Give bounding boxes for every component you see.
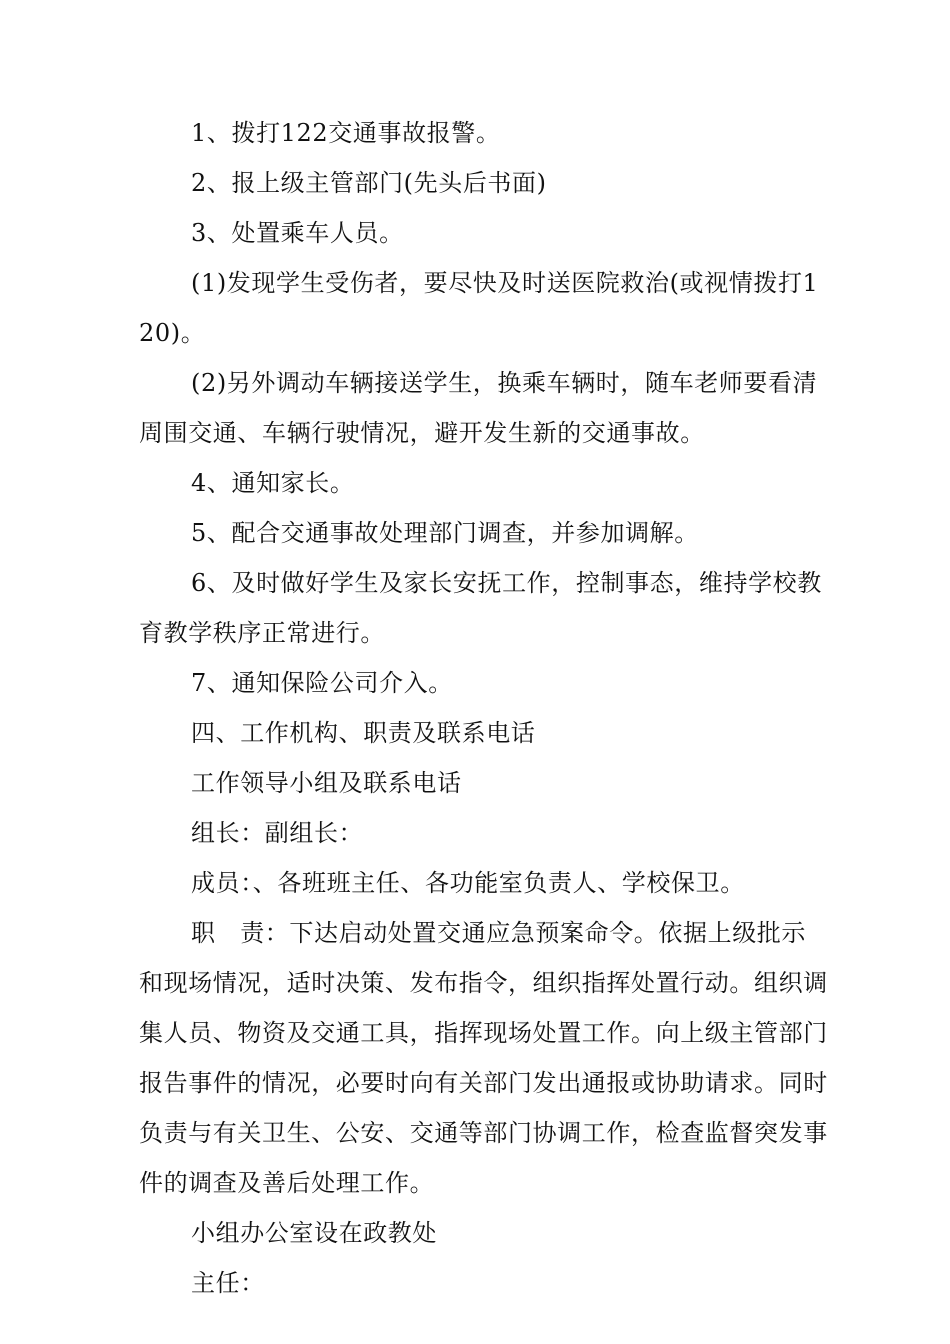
paragraph-step-3: 3、处置乘车人员。 xyxy=(191,219,404,247)
paragraph-step-7: 7、通知保险公司介入。 xyxy=(191,669,453,697)
paragraph-step-4: 4、通知家长。 xyxy=(191,469,355,497)
paragraph-step-3-1: (1)发现学生受伤者，要尽快及时送医院救治(或视情拨打120)。 xyxy=(139,269,819,347)
paragraph-director: 主任： xyxy=(191,1269,265,1297)
paragraph-step-3-2: (2)另外调动车辆接送学生，换乘车辆时，随车老师要看清周围交通、车辆行驶情况，避开发生新的交通事故。 xyxy=(139,369,818,447)
paragraph-office-location: 小组办公室设在政教处 xyxy=(191,1219,437,1247)
paragraph-members: 成员：、各班班主任、各功能室负责人、学校保卫。 xyxy=(191,869,745,897)
subheading-leadership-group: 工作领导小组及联系电话 xyxy=(191,769,462,797)
document-body xyxy=(139,108,829,1308)
paragraph-step-5: 5、配合交通事故处理部门调查，并参加调解。 xyxy=(191,519,699,547)
section-heading-4: 四、工作机构、职责及联系电话 xyxy=(191,719,536,747)
paragraph-duties: 职 责：下达启动处置交通应急预案命令。依据上级批示和现场情况，适时决策、发布指令，组织指挥处置行动。组织调集人员、物资及交通工具，指挥现场处置工作。向上级主管部门报告事件的情况，必要时向有关部门发出通报或协助请求。同时负责与有关卫生、公安、交通等部门协调工作，检查监督突发事件的调查及善后处理工作。 xyxy=(139,919,828,1197)
paragraph-step-2: 2、报上级主管部门(先头后书面) xyxy=(191,169,547,197)
paragraph-group-leaders: 组长：副组长： xyxy=(191,819,364,847)
paragraph-step-6: 6、及时做好学生及家长安抚工作，控制事态，维持学校教育教学秩序正常进行。 xyxy=(139,569,822,647)
paragraph-step-1: 1、拨打122交通事故报警。 xyxy=(191,119,501,147)
